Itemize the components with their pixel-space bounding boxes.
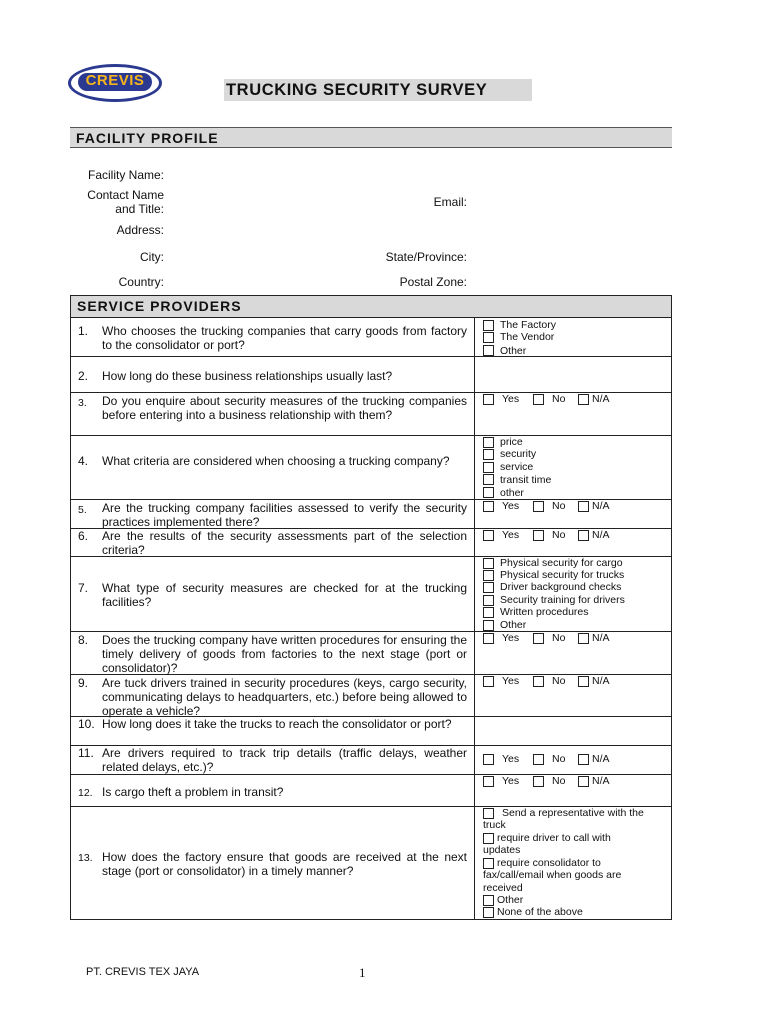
option-label: Other: [500, 619, 527, 631]
option-label: Other: [497, 894, 524, 906]
checkbox[interactable]: [483, 320, 494, 331]
option-label: security: [500, 448, 537, 460]
na-label: N/A: [592, 753, 610, 765]
email-label: Email:: [433, 195, 467, 209]
checkbox[interactable]: [483, 582, 494, 593]
question-row-12: [71, 774, 671, 806]
option-label: Send a representative with the: [502, 807, 644, 819]
na-label: N/A: [592, 529, 610, 541]
yes-checkbox[interactable]: [483, 501, 494, 512]
option-label: Driver background checks: [500, 581, 622, 593]
question-row-4: [71, 435, 671, 499]
yes-label: Yes: [502, 675, 520, 687]
option-label: require driver to call with: [497, 832, 611, 844]
question-text: Are the trucking company facilities assessed to verify the security practices implemented there?: [102, 501, 467, 529]
option-label: Physical security for trucks: [500, 569, 625, 581]
question-text: Are drivers required to track trip details (traffic delays, weather related delays, etc.)?: [102, 746, 467, 774]
checkbox[interactable]: [483, 858, 494, 869]
yes-checkbox[interactable]: [483, 633, 494, 644]
question-text: Who chooses the trucking companies that carry goods from factory to the consolidator or port?: [102, 324, 467, 352]
no-checkbox[interactable]: [533, 394, 544, 405]
option-label: other: [500, 487, 524, 499]
page-number: 1: [359, 965, 366, 980]
checkbox[interactable]: [483, 474, 494, 485]
question-row-3: [71, 392, 671, 435]
question-row-8: [71, 631, 671, 674]
option-label: transit time: [500, 474, 552, 486]
no-label: No: [552, 753, 566, 765]
option-label: Other: [500, 345, 527, 357]
no-checkbox[interactable]: [533, 754, 544, 765]
checkbox[interactable]: [483, 595, 494, 606]
na-checkbox[interactable]: [578, 530, 589, 541]
na-label: N/A: [592, 775, 610, 787]
question-text: Is cargo theft a problem in transit?: [102, 785, 284, 799]
question-number: 10.: [78, 717, 95, 731]
question-row-9: [71, 674, 671, 716]
question-text: What criteria are considered when choosing a trucking company?: [102, 454, 450, 468]
question-text: What type of security measures are checked for at the trucking facilities?: [102, 581, 467, 609]
no-label: No: [552, 529, 566, 541]
question-number: 1.: [78, 324, 89, 338]
yes-checkbox[interactable]: [483, 530, 494, 541]
option-label: updates: [483, 844, 521, 856]
option-label: The Vendor: [500, 331, 555, 343]
checkbox[interactable]: [483, 907, 494, 918]
question-text: Does the trucking company have written procedures for ensuring the timely delivery of goods from factories to the next stage (port or consolidator)?: [102, 633, 467, 675]
no-checkbox[interactable]: [533, 530, 544, 541]
question-number: 6.: [78, 529, 89, 543]
country-label: Country:: [118, 275, 164, 289]
service-providers-table: [70, 295, 672, 920]
checkbox[interactable]: [483, 462, 494, 473]
question-text: How long does it take the trucks to reach the consolidator or port?: [102, 717, 452, 731]
question-number: 11.: [78, 746, 94, 760]
address-label: Address:: [116, 223, 164, 237]
option-label: service: [500, 461, 534, 473]
question-text: How does the factory ensure that goods are received at the next stage (port or consolidator) in a timely manner?: [102, 850, 467, 878]
checkbox[interactable]: [483, 487, 494, 498]
no-label: No: [552, 632, 566, 644]
option-label: truck: [483, 819, 506, 831]
checkbox[interactable]: [483, 895, 494, 906]
na-checkbox[interactable]: [578, 676, 589, 687]
checkbox[interactable]: [483, 332, 494, 343]
no-checkbox[interactable]: [533, 776, 544, 787]
crevis-logo: [68, 64, 166, 104]
question-row-7: [71, 556, 671, 631]
na-checkbox[interactable]: [578, 394, 589, 405]
na-label: N/A: [592, 393, 610, 405]
question-row-1: [71, 317, 671, 356]
na-label: N/A: [592, 500, 610, 512]
option-label: Physical security for cargo: [500, 557, 623, 569]
checkbox[interactable]: [483, 607, 494, 618]
yes-label: Yes: [502, 500, 520, 512]
option-label: Written procedures: [500, 606, 589, 618]
checkbox[interactable]: [483, 620, 494, 631]
no-label: No: [552, 675, 566, 687]
na-checkbox[interactable]: [578, 776, 589, 787]
checkbox[interactable]: [483, 558, 494, 569]
no-checkbox[interactable]: [533, 501, 544, 512]
question-row-11: [71, 745, 671, 774]
option-label: None of the above: [497, 906, 583, 918]
no-checkbox[interactable]: [533, 676, 544, 687]
yes-checkbox[interactable]: [483, 676, 494, 687]
option-label: The Factory: [500, 319, 557, 331]
postal-zone-label: Postal Zone:: [399, 275, 467, 289]
option-label: require consolidator to: [497, 857, 601, 869]
question-row-2: [71, 356, 671, 392]
question-number: 8.: [78, 633, 89, 647]
yes-label: Yes: [502, 393, 520, 405]
option-label: Security training for drivers: [500, 594, 625, 606]
no-checkbox[interactable]: [533, 633, 544, 644]
na-checkbox[interactable]: [578, 501, 589, 512]
question-number: 2.: [78, 369, 89, 383]
na-checkbox[interactable]: [578, 633, 589, 644]
checkbox[interactable]: [483, 570, 494, 581]
question-row-5: [71, 499, 671, 528]
contact-name-label: Contact Name: [87, 188, 164, 202]
checkbox[interactable]: [483, 833, 494, 844]
checkbox[interactable]: [483, 345, 494, 356]
option-label: received: [483, 882, 523, 894]
question-row-13: [71, 806, 671, 919]
facility-name-label: Facility Name:: [87, 168, 164, 182]
yes-checkbox[interactable]: [483, 776, 494, 787]
no-label: No: [552, 500, 566, 512]
footer-company: PT. CREVIS TEX JAYA: [86, 966, 200, 978]
no-label: No: [552, 775, 566, 787]
facility-profile-heading: FACILITY PROFILE: [70, 127, 672, 148]
question-text: Are tuck drivers trained in security procedures (keys, cargo security, communicating delays to headquarters, etc.) before being allowed to operate a vehicle?: [102, 676, 467, 718]
question-number: 5.: [78, 504, 87, 516]
na-checkbox[interactable]: [578, 754, 589, 765]
state-province-label: State/Province:: [385, 250, 467, 264]
document-title: TRUCKING SECURITY SURVEY: [224, 79, 532, 101]
city-label: City:: [140, 250, 164, 264]
question-number: 3.: [78, 397, 87, 409]
checkbox[interactable]: [483, 808, 494, 819]
question-number: 4.: [78, 454, 89, 468]
yes-label: Yes: [502, 753, 520, 765]
yes-label: Yes: [502, 632, 520, 644]
logo-text: CREVIS: [85, 72, 145, 89]
question-row-6: [71, 528, 671, 556]
checkbox[interactable]: [483, 449, 494, 460]
na-label: N/A: [592, 632, 610, 644]
question-text: Do you enquire about security measures of the trucking companies before entering into a business relationship with them?: [102, 394, 467, 422]
yes-label: Yes: [502, 775, 520, 787]
question-number: 7.: [78, 581, 89, 595]
question-text: Are the results of the security assessments part of the selection criteria?: [102, 529, 467, 557]
question-number: 13.: [78, 852, 93, 864]
option-label: fax/call/email when goods are: [483, 869, 622, 881]
yes-checkbox[interactable]: [483, 394, 494, 405]
yes-label: Yes: [502, 529, 520, 541]
na-label: N/A: [592, 675, 610, 687]
question-row-10: [71, 716, 671, 745]
question-number: 9.: [78, 676, 89, 690]
option-label: price: [500, 436, 523, 448]
yes-checkbox[interactable]: [483, 754, 494, 765]
checkbox[interactable]: [483, 437, 494, 448]
question-text: How long do these business relationships usually last?: [102, 369, 393, 383]
service-providers-heading: SERVICE PROVIDERS: [71, 296, 671, 317]
no-label: No: [552, 393, 566, 405]
question-number: 12.: [78, 787, 93, 799]
contact-title-label: and Title:: [115, 202, 164, 216]
